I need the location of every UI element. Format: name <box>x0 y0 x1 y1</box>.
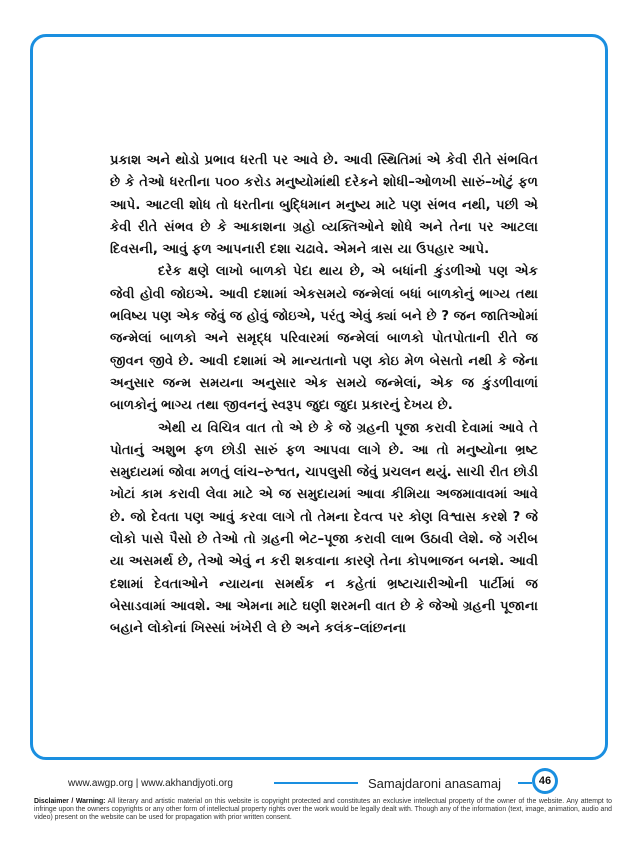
page-number-badge <box>532 768 558 794</box>
footer-book-title: Samajdaroni anasamaj <box>368 775 501 791</box>
disclaimer <box>34 798 612 823</box>
footer-divider-right <box>518 782 532 784</box>
article-body <box>110 150 538 641</box>
footer-websites[interactable]: www.awgp.org | www.akhandjyoti.org <box>68 777 233 789</box>
paragraph-3: એથી ય વિચિત્ર વાત તો એ છે કે જે ગ્રહની પૂજા કરાવી દેવામાં આવે તે પોતાનું અશુભ ફળ છોડી સારું ફળ આપવા લાગે છે. આ તો મનુષ્યોના ભ્રષ્ટ સમુદાયમાં જોવા મળતું લાંચ–રુશ્વત, ચાપલુસી જેવું પ્રચલન થયું. સાચી રીત છોડી ખોટાં કામ કરાવી લેવા માટે એ જ સમુદાયમાં આવા કીમિયા અજમાવાવમાં આવે છે. જો દેવતા પણ આવું કરવા લાગે તો તેમના દેવત્વ પર કોણ વિશ્વાસ કરશે ? જે લોકો પાસે પૈસો છે તેઓ તો ગ્રહની ભેટ–પૂજા કરાવી લાભ ઉઠાવી લેશે. જે ગરીબ યા અસમર્થ છે, તેઓ એવું ન કરી શકવાના કારણે તેના કોપભાજન બનશે. આવી દશામાં દેવતાઓને ન્યાયના સમર્થક ન કહેતાં ભ્રષ્ટાચારીઓની પાર્ટીમાં જ બેસાડવામાં આવશે. આ એમના માટે ઘણી શરમની વાત છે કે જેઓ ગ્રહની પૂજાના બહાને લોકોનાં ખિસ્સાં ખંખેરી લે છે અને કલંક–લાંછનના <box>110 420 538 637</box>
footer-divider-left <box>274 782 358 784</box>
disclaimer-label: Disclaimer / Warning: <box>34 798 106 805</box>
paragraph-2: દરેક ક્ષણે લાખો બાળકો પેદા થાય છે, એ બધાંની કુંડળીઓ પણ એક જેવી હોવી જોઇએ. આવી દશામાં એકસમયે જન્મેલાં બધાં બાળકોનું ભાગ્ય તથા ભવિષ્ય પણ એક જેવું જ હોવું જોઇએ, પરંતુ એવું ક્યાં બને છે ? જન જાતિઓમાં જન્મેલાં બાળકો અને સમૃદ્ધ પરિવારમાં જન્મેલાં બાળકો પોતપોતાની રીતે જ જીવન જીવે છે. આવી દશામાં એ માન્યતાનો પણ કોઇ મેળ બેસતો નથી કે જેના અનુસાર જન્મ સમયના અનુસાર એક સમયે જન્મેલાં, એક જ કુંડળીવાળાં બાળકોનું ભાગ્ય તથા જીવનનું સ્વરૂપ જુદા જુદા પ્રકારનું દેખય છે. <box>110 264 538 414</box>
page-number: 46 <box>535 771 555 791</box>
disclaimer-text: All literary and artistic material on this website is copyright protected and constitutes an exclusive intellectual property of the owner of the website. Any attempt to infringe upon the owners copyrights or any other form of intellectual property rights over the work would be legally dealt with. Though any of the information (text, image, animation, audio and video) present on the website can be used for propagation with prior written consent. <box>34 798 612 822</box>
paragraph-1: પ્રકાશ અને થોડો પ્રભાવ ધરતી પર આવે છે. આવી સ્થિતિમાં એ કેવી રીતે સંભવિત છે કે તેઓ ધરતીના ૫૦૦ કરોડ મનુષ્યોમાંથી દરેકને શોધી–ઓળખી સારું–ખોટું ફળ આપે. આટલી શોધ તો ધરતીના બુદ્ધિમાન મનુષ્ય માટે પણ સંભવ નથી, પછી એ કેવી રીતે સંભવ છે કે આકાશના ગ્રહો વ્યક્તિઓને શોધે અને તેના પર આટલા દિવસની, આવું ફળ આપનારી દશા ચઢાવે. એમને ત્રાસ યા ઉપહાર આપે. <box>110 153 538 258</box>
